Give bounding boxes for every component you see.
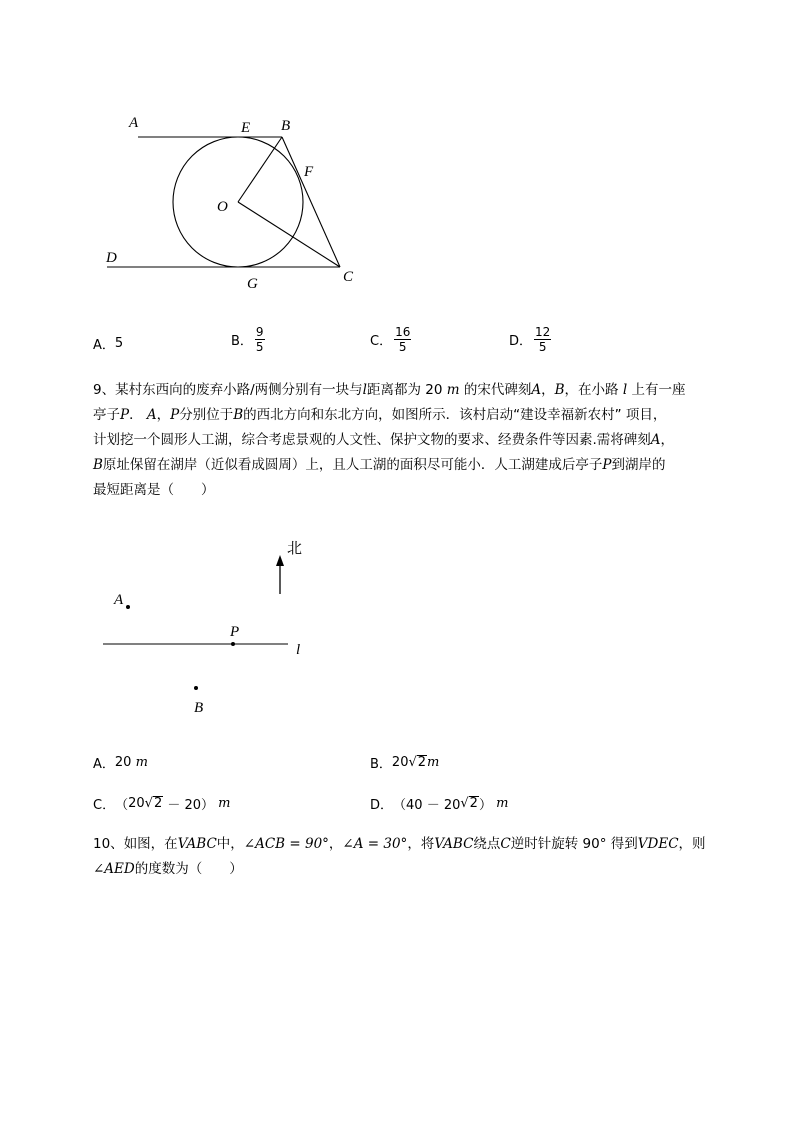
label-a: A bbox=[129, 115, 139, 131]
label-l: l bbox=[296, 642, 301, 658]
sqrt: √ 2 bbox=[408, 755, 427, 770]
label-g: G bbox=[247, 276, 258, 292]
point-p bbox=[231, 642, 235, 646]
label-e: E bbox=[241, 120, 251, 136]
point-b bbox=[194, 686, 198, 690]
north-label: 北 bbox=[287, 539, 303, 557]
q9-line-3: 计划挖一个圆形人工湖，综合考虑景观的人文性、保护文物的要求、经费条件等因素.需将碑刻A， bbox=[93, 432, 675, 448]
label-b: B bbox=[194, 700, 204, 716]
q9-option-c[interactable]: C． （ 20 √ 2 － 20） m bbox=[93, 796, 231, 813]
q9-line-5: 最短距离是（ ） bbox=[93, 482, 215, 498]
q10-line-2: ∠AED的度数为（ ） bbox=[93, 861, 243, 877]
q8-option-b[interactable]: B． $\frac{9}{5}$ bbox=[231, 325, 264, 354]
point-a bbox=[126, 605, 130, 609]
fraction: $\frac{16}{5}$ bbox=[395, 325, 411, 354]
label-p: P bbox=[230, 624, 240, 640]
sqrt: √ 2 bbox=[144, 796, 163, 811]
label-a: A bbox=[114, 592, 124, 608]
line-ob bbox=[238, 137, 282, 202]
sqrt: √ 2 bbox=[460, 796, 478, 811]
label-o: O bbox=[217, 199, 228, 215]
line-oc bbox=[238, 202, 340, 267]
q9-line-2: 亭子P． A，P分别位于B的西北方向和东北方向，如图所示．该村启动“建设幸福新农村” 项目， bbox=[93, 407, 667, 423]
label-f: F bbox=[304, 164, 314, 180]
question-10 bbox=[93, 832, 743, 882]
label-d: D bbox=[106, 250, 117, 266]
q8-option-a[interactable]: A． 5 bbox=[93, 336, 124, 353]
q9-line-1: 9、某村东西向的废弃小路/两侧分别有一块与l距离都为 20 m 的宋代碑刻A，B，在小路 l 上有一座 bbox=[93, 382, 686, 398]
q9-option-d[interactable]: D． （40 － 20 √ 2 ） m bbox=[370, 796, 509, 813]
fraction: $\frac{9}{5}$ bbox=[255, 325, 264, 354]
line-bc bbox=[282, 137, 340, 267]
fraction: $\frac{12}{5}$ bbox=[535, 325, 551, 354]
figure-circle-tangents bbox=[95, 105, 375, 295]
q8-option-c[interactable]: C． $\frac{16}{5}$ bbox=[370, 325, 411, 354]
label-b: B bbox=[281, 118, 291, 134]
q9-line-4: B原址保留在湖岸（近似看成圆周）上，且人工湖的面积尽可能小．人工湖建成后亭子P到湖岸的 bbox=[93, 457, 666, 473]
question-9 bbox=[93, 378, 743, 503]
label-c: C bbox=[343, 269, 354, 285]
figure-road-map bbox=[95, 530, 325, 720]
q9-option-b[interactable]: B． 20 √ 2 m bbox=[370, 755, 440, 772]
q10-line-1: 10、如图，在VABC中，∠ACB = 90°，∠A = 30°，将VABC绕点C逆时针旋转 90° 得到VDEC，则 bbox=[93, 836, 706, 852]
q9-option-a[interactable]: A． 20 m bbox=[93, 755, 148, 772]
q8-option-d[interactable]: D． $\frac{12}{5}$ bbox=[509, 325, 551, 354]
north-arrow-head bbox=[276, 555, 284, 566]
